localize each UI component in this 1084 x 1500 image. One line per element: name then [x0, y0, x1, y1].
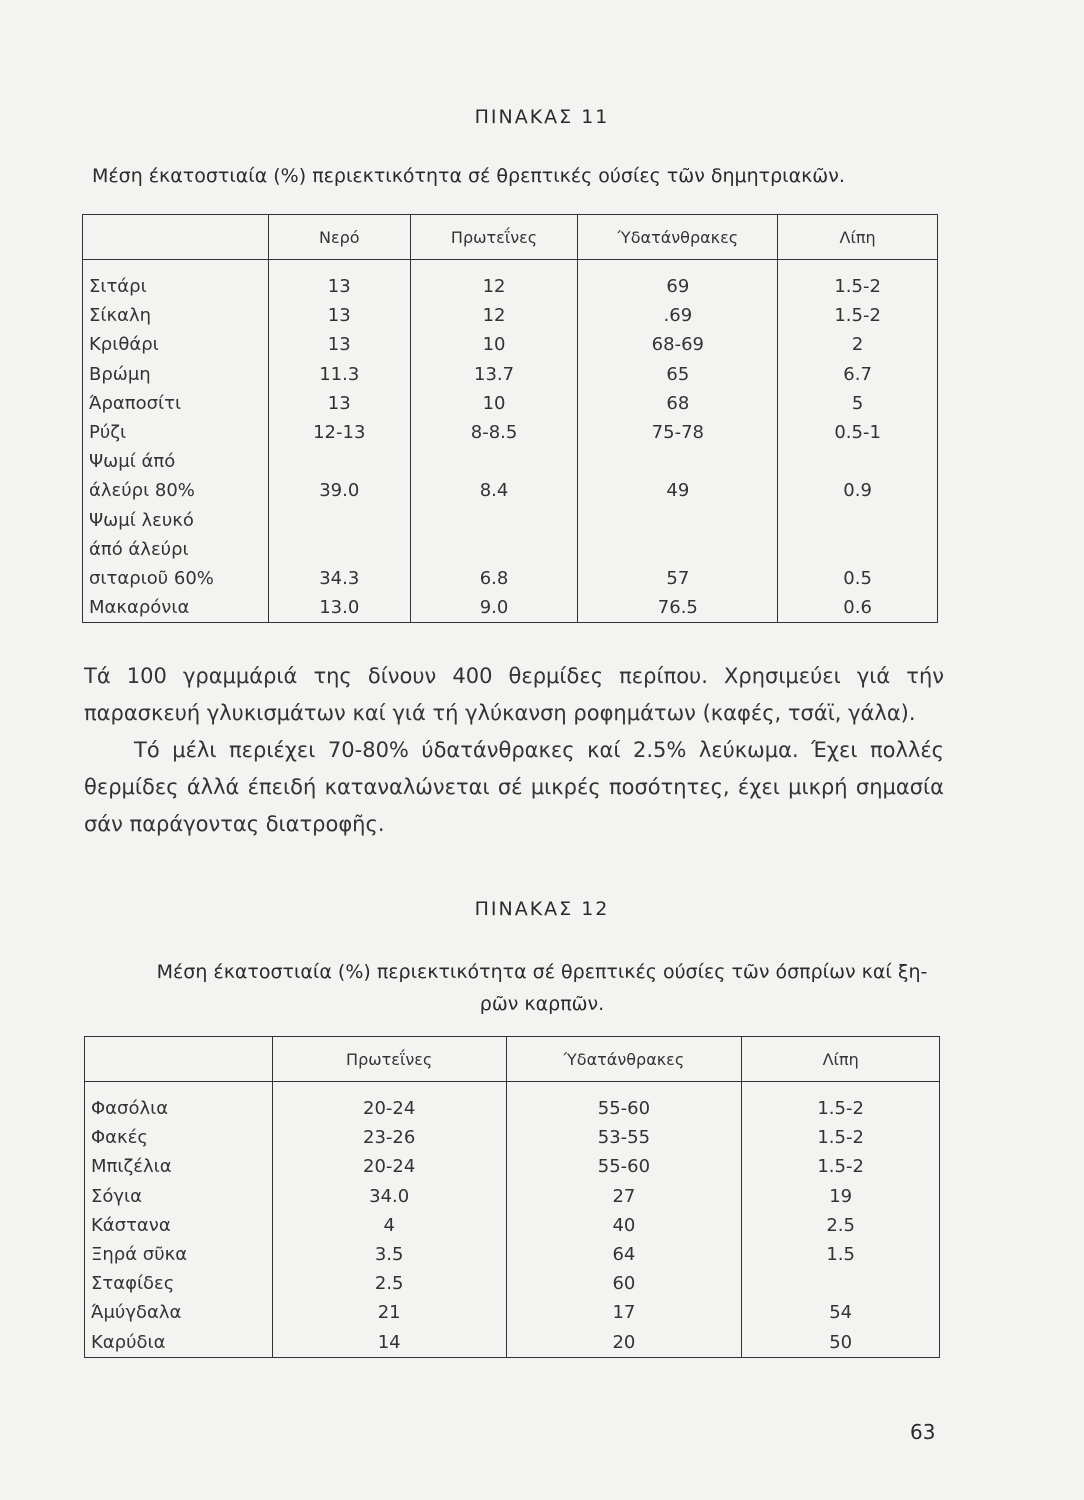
table-row	[83, 360, 938, 389]
table-cell: 1.5-2	[778, 260, 938, 302]
row-label: άλεύρι 80%	[83, 476, 269, 505]
table-cell: 3.5	[272, 1240, 506, 1269]
table-row	[83, 330, 938, 359]
table-cell: 57	[578, 564, 778, 593]
t11-header-3: Ύδατάνθρακες	[578, 215, 778, 260]
table-cell: 64	[506, 1240, 742, 1269]
table-cell: 8-8.5	[410, 418, 578, 447]
table-cell: .69	[578, 301, 778, 330]
table-cell: 9.0	[410, 593, 578, 623]
t11-header-2: Πρωτεΐνες	[410, 215, 578, 260]
row-label: Καρύδια	[85, 1328, 273, 1358]
table-row	[85, 1211, 940, 1240]
table-cell	[742, 1269, 940, 1298]
table-cell	[578, 506, 778, 535]
table-cell	[778, 447, 938, 476]
table-row	[85, 1240, 940, 1269]
table12	[84, 1036, 940, 1358]
t12-header-1: Πρωτεΐνες	[272, 1037, 506, 1082]
table-cell: 69	[578, 260, 778, 302]
table-cell	[578, 447, 778, 476]
table-cell: 20-24	[272, 1082, 506, 1124]
row-label: Ρύζι	[83, 418, 269, 447]
row-label: Φακές	[85, 1123, 273, 1152]
table-cell: 13	[268, 330, 410, 359]
row-label: Φασόλια	[85, 1082, 273, 1124]
table-cell: 20-24	[272, 1152, 506, 1181]
table-row	[83, 418, 938, 447]
table-cell: 6.7	[778, 360, 938, 389]
table-cell: 21	[272, 1298, 506, 1327]
table-cell: 1.5-2	[742, 1082, 940, 1124]
body-text	[84, 658, 944, 843]
table-cell: 12-13	[268, 418, 410, 447]
t12-header-2: Ύδατάνθρακες	[506, 1037, 742, 1082]
row-label: Σιτάρι	[83, 260, 269, 302]
table-cell	[268, 447, 410, 476]
table-cell: 17	[506, 1298, 742, 1327]
paragraph-sugar: Τά 100 γραμμάριά της δίνουν 400 θερμίδες περίπου. Χρησιμεύει γιά τήν παρασκευή γλυκισμάτων καί γιά τή γλύκανση ροφημάτων (καφές, τσάϊ, γάλα).	[84, 664, 944, 725]
table-cell	[410, 535, 578, 564]
table-cell: 19	[742, 1182, 940, 1211]
table-cell: 65	[578, 360, 778, 389]
row-label: Άμύγδαλα	[85, 1298, 273, 1327]
table-cell: 49	[578, 476, 778, 505]
table-row	[85, 1298, 940, 1327]
table-cell: 11.3	[268, 360, 410, 389]
paragraph-honey: Τό μέλι περιέχει 70-80% ύδατάνθρακες καί 2.5% λεύκωμα. Έχει πολλές θερμίδες άλλά έπειδή καταναλώνεται σέ μικρές ποσότητες, έχει μικρή σημασία σάν παράγοντας διατροφῆς.	[84, 738, 944, 836]
table12-caption-line1: Μέση έκατοστιαία (%) περιεκτικότητα σέ θρεπτικές ούσίες τῶν όσπρίων καί ξη-	[156, 961, 928, 983]
table-cell: 2.5	[742, 1211, 940, 1240]
table-row	[83, 260, 938, 302]
table-cell	[410, 447, 578, 476]
table-cell: 75-78	[578, 418, 778, 447]
table-cell: 1.5-2	[742, 1123, 940, 1152]
table-row	[85, 1123, 940, 1152]
table-cell: 1.5	[742, 1240, 940, 1269]
table-cell: 23-26	[272, 1123, 506, 1152]
table-row	[83, 389, 938, 418]
table-cell: 40	[506, 1211, 742, 1240]
table-cell: 0.6	[778, 593, 938, 623]
table-cell: 14	[272, 1328, 506, 1358]
table12-title: ΠΙΝΑΚΑΣ 12	[474, 898, 610, 920]
table-row	[85, 1269, 940, 1298]
table-cell	[410, 506, 578, 535]
table-cell: 20	[506, 1328, 742, 1358]
table-cell: 13	[268, 260, 410, 302]
table-cell: 12	[410, 260, 578, 302]
row-label: Σόγια	[85, 1182, 273, 1211]
table-cell: 13.7	[410, 360, 578, 389]
row-label: Σίκαλη	[83, 301, 269, 330]
row-label: Ψωμί λευκό	[83, 506, 269, 535]
table-row	[83, 564, 938, 593]
table-cell: 10	[410, 330, 578, 359]
table-cell: 13.0	[268, 593, 410, 623]
table-row	[85, 1152, 940, 1181]
table-cell: 54	[742, 1298, 940, 1327]
table-cell: 8.4	[410, 476, 578, 505]
table-cell: 13	[268, 301, 410, 330]
table-cell: 1.5-2	[778, 301, 938, 330]
row-label: Κάστανα	[85, 1211, 273, 1240]
table-cell	[268, 535, 410, 564]
table12-caption	[92, 956, 992, 1020]
table-row	[83, 476, 938, 505]
table-cell: 27	[506, 1182, 742, 1211]
table-cell	[578, 535, 778, 564]
table11-title: ΠΙΝΑΚΑΣ 11	[474, 106, 610, 128]
table-cell: 1.5-2	[742, 1152, 940, 1181]
table-row	[83, 593, 938, 623]
row-label: σιταριοῦ 60%	[83, 564, 269, 593]
table-cell: 0.5	[778, 564, 938, 593]
table-cell: 76.5	[578, 593, 778, 623]
table-row	[83, 301, 938, 330]
table-cell: 55-60	[506, 1152, 742, 1181]
t12-header-3: Λίπη	[742, 1037, 940, 1082]
table11	[82, 214, 938, 623]
table-cell: 68	[578, 389, 778, 418]
table12-caption-line2: ρῶν καρπῶν.	[479, 993, 605, 1015]
t11-header-1: Νερό	[268, 215, 410, 260]
table-cell: 5	[778, 389, 938, 418]
table-cell: 0.9	[778, 476, 938, 505]
table-cell: 34.0	[272, 1182, 506, 1211]
row-label: Ψωμί άπό	[83, 447, 269, 476]
table-cell: 68-69	[578, 330, 778, 359]
table-row	[85, 1082, 940, 1124]
row-label: άπό άλεύρι	[83, 535, 269, 564]
table-cell: 6.8	[410, 564, 578, 593]
table-cell: 34.3	[268, 564, 410, 593]
table-row	[83, 535, 938, 564]
row-label: Βρώμη	[83, 360, 269, 389]
table-cell	[268, 506, 410, 535]
table-row	[85, 1328, 940, 1358]
row-label: Σταφίδες	[85, 1269, 273, 1298]
table-cell: 4	[272, 1211, 506, 1240]
table-row	[83, 506, 938, 535]
table-cell: 55-60	[506, 1082, 742, 1124]
table11-caption: Μέση έκατοστιαία (%) περιεκτικότητα σέ θρεπτικές ούσίες τῶν δημητριακῶν.	[92, 165, 845, 187]
table-cell: 39.0	[268, 476, 410, 505]
table-cell: 2.5	[272, 1269, 506, 1298]
table-cell: 53-55	[506, 1123, 742, 1152]
table-cell: 2	[778, 330, 938, 359]
row-label: Ξηρά σῦκα	[85, 1240, 273, 1269]
table-cell: 50	[742, 1328, 940, 1358]
table-cell: 12	[410, 301, 578, 330]
table-cell	[778, 506, 938, 535]
page-number: 63	[910, 1420, 936, 1444]
table-cell: 0.5-1	[778, 418, 938, 447]
table-cell	[778, 535, 938, 564]
t12-header-0	[85, 1037, 273, 1082]
table-row	[85, 1182, 940, 1211]
row-label: Μπιζέλια	[85, 1152, 273, 1181]
t11-header-4: Λίπη	[778, 215, 938, 260]
row-label: Άραποσίτι	[83, 389, 269, 418]
t11-header-0	[83, 215, 269, 260]
row-label: Μακαρόνια	[83, 593, 269, 623]
table-row	[83, 447, 938, 476]
table-cell: 60	[506, 1269, 742, 1298]
table-cell: 13	[268, 389, 410, 418]
table-cell: 10	[410, 389, 578, 418]
row-label: Κριθάρι	[83, 330, 269, 359]
